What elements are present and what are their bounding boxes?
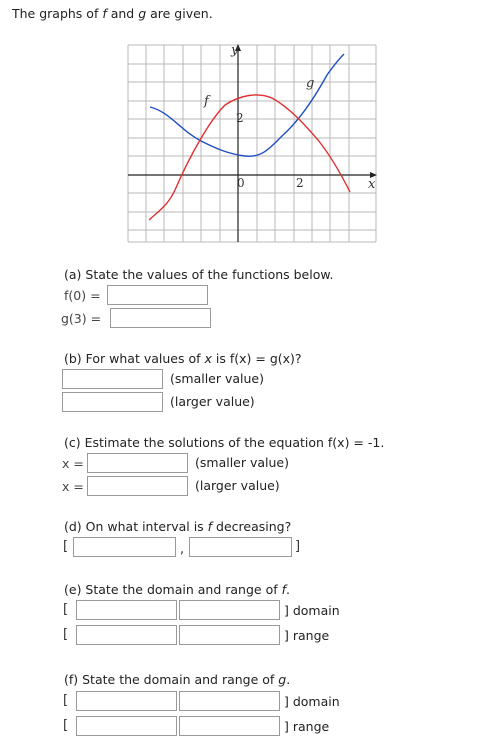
c-smaller-hint: (smaller value) (195, 455, 289, 470)
intro-f: f (102, 6, 107, 21)
b-smaller-hint: (smaller value) (170, 371, 264, 386)
y-axis-label: y (231, 43, 239, 58)
intro-g: g (138, 6, 147, 21)
b-smaller-input[interactable] (62, 369, 163, 389)
g-curve (150, 54, 344, 156)
tick-label-y2: 2 (236, 111, 244, 125)
b-larger-input[interactable] (62, 392, 163, 412)
graph-grid (128, 45, 376, 242)
part-a-prompt: (a) State the values of the functions below. (64, 267, 334, 282)
c-larger-input[interactable] (87, 476, 188, 496)
e-range-label: ] range (284, 628, 330, 643)
graph-axes (128, 48, 372, 242)
part-f-post: . (286, 672, 291, 687)
tick-label-origin: 0 (237, 176, 245, 190)
part-c-prompt (64, 435, 384, 451)
part-c-equation: f(x) = -1. (327, 435, 385, 450)
intro-and: and (106, 6, 139, 21)
part-e-pre: (e) State the domain and range of (64, 582, 282, 597)
part-c-pre: (c) Estimate the solutions of the equation (64, 435, 328, 450)
part-d-prompt (64, 519, 291, 535)
f-domain-end-input[interactable] (179, 691, 280, 711)
f-domain-open-bracket: [ (63, 693, 69, 708)
e-range-start-input[interactable] (76, 625, 177, 645)
g3-answer-input[interactable] (110, 308, 211, 328)
d-end-input[interactable] (189, 537, 292, 557)
f-curve-label: f (204, 94, 209, 109)
e-range-end-input[interactable] (179, 625, 280, 645)
part-f-pre: (f) State the domain and range of (64, 672, 279, 687)
d-open-bracket: [ (63, 539, 69, 554)
part-b-equation: f(x) = g(x) (229, 351, 295, 366)
f-range-start-input[interactable] (76, 716, 177, 736)
e-range-open-bracket: [ (63, 627, 69, 642)
part-d-post: decreasing? (212, 519, 292, 534)
c-x-label-2: x = (62, 479, 84, 494)
function-graph (125, 40, 379, 245)
part-e-post: . (286, 582, 290, 597)
d-close-bracket: ] (295, 539, 301, 554)
part-d-f: f (207, 519, 213, 534)
f-domain-label: ] domain (284, 694, 340, 709)
intro-post: are given. (146, 6, 213, 21)
f-curve (149, 95, 350, 220)
intro-text (12, 6, 213, 22)
part-f-prompt (64, 672, 290, 688)
intro-pre: The graphs of (12, 6, 103, 21)
part-d-pre: (d) On what interval is (64, 519, 208, 534)
x-axis-label: x (368, 177, 376, 192)
part-b-mid: is (211, 351, 230, 366)
part-f-g: g (278, 672, 287, 687)
part-e-f: f (281, 582, 286, 597)
f0-label: f(0) = (64, 288, 101, 303)
f-range-label: ] range (284, 719, 330, 734)
f-domain-start-input[interactable] (76, 691, 177, 711)
d-comma: , (180, 542, 185, 557)
f-range-open-bracket: [ (63, 718, 69, 733)
g-curve-label: g (306, 76, 315, 91)
e-domain-open-bracket: [ (63, 602, 69, 617)
part-b-prompt (64, 351, 302, 367)
g3-label: g(3) = (61, 311, 102, 326)
part-b-q: ? (294, 351, 302, 366)
e-domain-end-input[interactable] (179, 600, 280, 620)
c-x-label-1: x = (62, 456, 84, 471)
tick-label-x2: 2 (296, 176, 304, 190)
b-larger-hint: (larger value) (170, 394, 255, 409)
c-smaller-input[interactable] (87, 453, 188, 473)
e-domain-start-input[interactable] (76, 600, 177, 620)
f0-answer-input[interactable] (107, 285, 208, 305)
part-e-prompt (64, 582, 290, 598)
part-b-pre: (b) For what values of (64, 351, 205, 366)
c-larger-hint: (larger value) (195, 478, 280, 493)
e-domain-label: ] domain (284, 603, 340, 618)
d-start-input[interactable] (73, 537, 176, 557)
f-range-end-input[interactable] (179, 716, 280, 736)
part-b-x: x (204, 351, 212, 366)
